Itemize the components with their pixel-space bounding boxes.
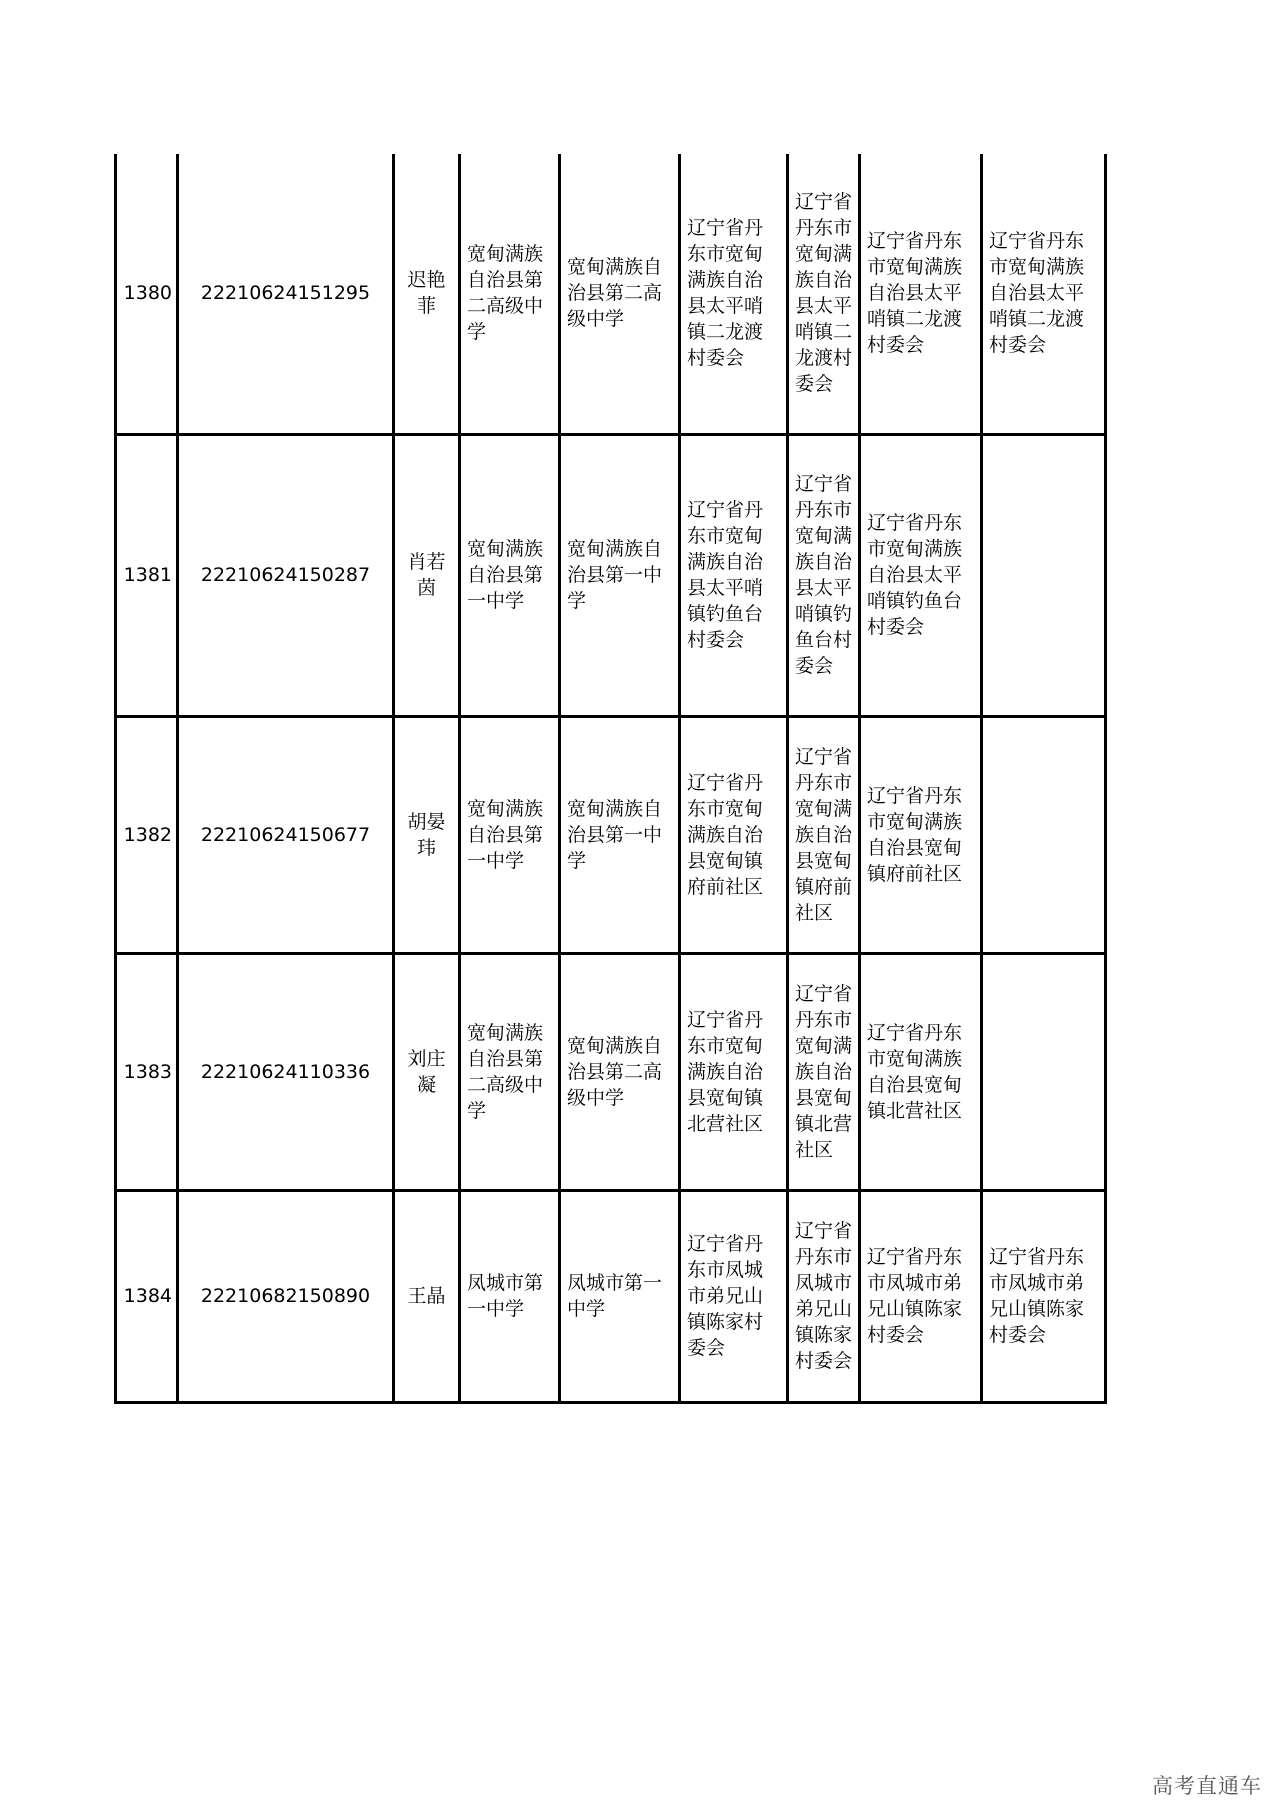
watermark-text: 高考直通车 — [1152, 1774, 1262, 1798]
address-cell-4 — [982, 716, 1106, 953]
school-cell: 宽甸满族自治县第二高级中学 — [460, 154, 560, 434]
address-cell-2: 辽宁省丹东市宽甸满族自治县宽甸镇府前社区 — [788, 716, 860, 953]
name-cell: 王晶 — [394, 1190, 460, 1402]
name-cell: 迟艳菲 — [394, 154, 460, 434]
name-cell: 胡晏玮 — [394, 716, 460, 953]
seq-cell: 1383 — [116, 953, 178, 1190]
data-table — [114, 154, 1107, 1404]
id-cell: 22210624150677 — [178, 716, 394, 953]
address-cell-4 — [982, 434, 1106, 716]
id-cell: 22210624110336 — [178, 953, 394, 1190]
school-cell: 宽甸满族自治县第二高级中学 — [460, 953, 560, 1190]
address-cell-1: 辽宁省丹东市凤城市弟兄山镇陈家村委会 — [680, 1190, 788, 1402]
seq-cell: 1384 — [116, 1190, 178, 1402]
id-cell: 22210682150890 — [178, 1190, 394, 1402]
name-cell: 肖若茵 — [394, 434, 460, 716]
seq-cell: 1381 — [116, 434, 178, 716]
address-cell-2: 辽宁省丹东市宽甸满族自治县太平哨镇二龙渡村委会 — [788, 154, 860, 434]
address-cell-1: 辽宁省丹东市宽甸满族自治县宽甸镇北营社区 — [680, 953, 788, 1190]
address-cell-4: 辽宁省丹东市宽甸满族自治县太平哨镇二龙渡村委会 — [982, 154, 1106, 434]
address-cell-1: 辽宁省丹东市宽甸满族自治县太平哨镇二龙渡村委会 — [680, 154, 788, 434]
table-row — [116, 154, 1106, 434]
address-cell-3: 辽宁省丹东市宽甸满族自治县太平哨镇钓鱼台村委会 — [860, 434, 982, 716]
seq-cell: 1380 — [116, 154, 178, 434]
id-cell: 22210624151295 — [178, 154, 394, 434]
address-cell-2: 辽宁省丹东市凤城市弟兄山镇陈家村委会 — [788, 1190, 860, 1402]
table-row — [116, 716, 1106, 953]
table-row — [116, 434, 1106, 716]
address-cell-4: 辽宁省丹东市凤城市弟兄山镇陈家村委会 — [982, 1190, 1106, 1402]
address-cell-3: 辽宁省丹东市宽甸满族自治县太平哨镇二龙渡村委会 — [860, 154, 982, 434]
school-cell: 宽甸满族自治县第一中学 — [460, 434, 560, 716]
address-cell-1: 辽宁省丹东市宽甸满族自治县宽甸镇府前社区 — [680, 716, 788, 953]
name-cell: 刘庄凝 — [394, 953, 460, 1190]
address-cell-3: 辽宁省丹东市宽甸满族自治县宽甸镇北营社区 — [860, 953, 982, 1190]
school-cell: 宽甸满族自治县第一中学 — [460, 716, 560, 953]
address-cell-2: 辽宁省丹东市宽甸满族自治县宽甸镇北营社区 — [788, 953, 860, 1190]
table-row — [116, 953, 1106, 1190]
school2-cell: 宽甸满族自治县第二高级中学 — [560, 953, 680, 1190]
seq-cell: 1382 — [116, 716, 178, 953]
address-cell-1: 辽宁省丹东市宽甸满族自治县太平哨镇钓鱼台村委会 — [680, 434, 788, 716]
address-cell-2: 辽宁省丹东市宽甸满族自治县太平哨镇钓鱼台村委会 — [788, 434, 860, 716]
school2-cell: 凤城市第一中学 — [560, 1190, 680, 1402]
school2-cell: 宽甸满族自治县第一中学 — [560, 434, 680, 716]
school2-cell: 宽甸满族自治县第二高级中学 — [560, 154, 680, 434]
address-cell-3: 辽宁省丹东市凤城市弟兄山镇陈家村委会 — [860, 1190, 982, 1402]
table-row — [116, 1190, 1106, 1402]
school2-cell: 宽甸满族自治县第一中学 — [560, 716, 680, 953]
address-cell-3: 辽宁省丹东市宽甸满族自治县宽甸镇府前社区 — [860, 716, 982, 953]
id-cell: 22210624150287 — [178, 434, 394, 716]
school-cell: 凤城市第一中学 — [460, 1190, 560, 1402]
address-cell-4 — [982, 953, 1106, 1190]
